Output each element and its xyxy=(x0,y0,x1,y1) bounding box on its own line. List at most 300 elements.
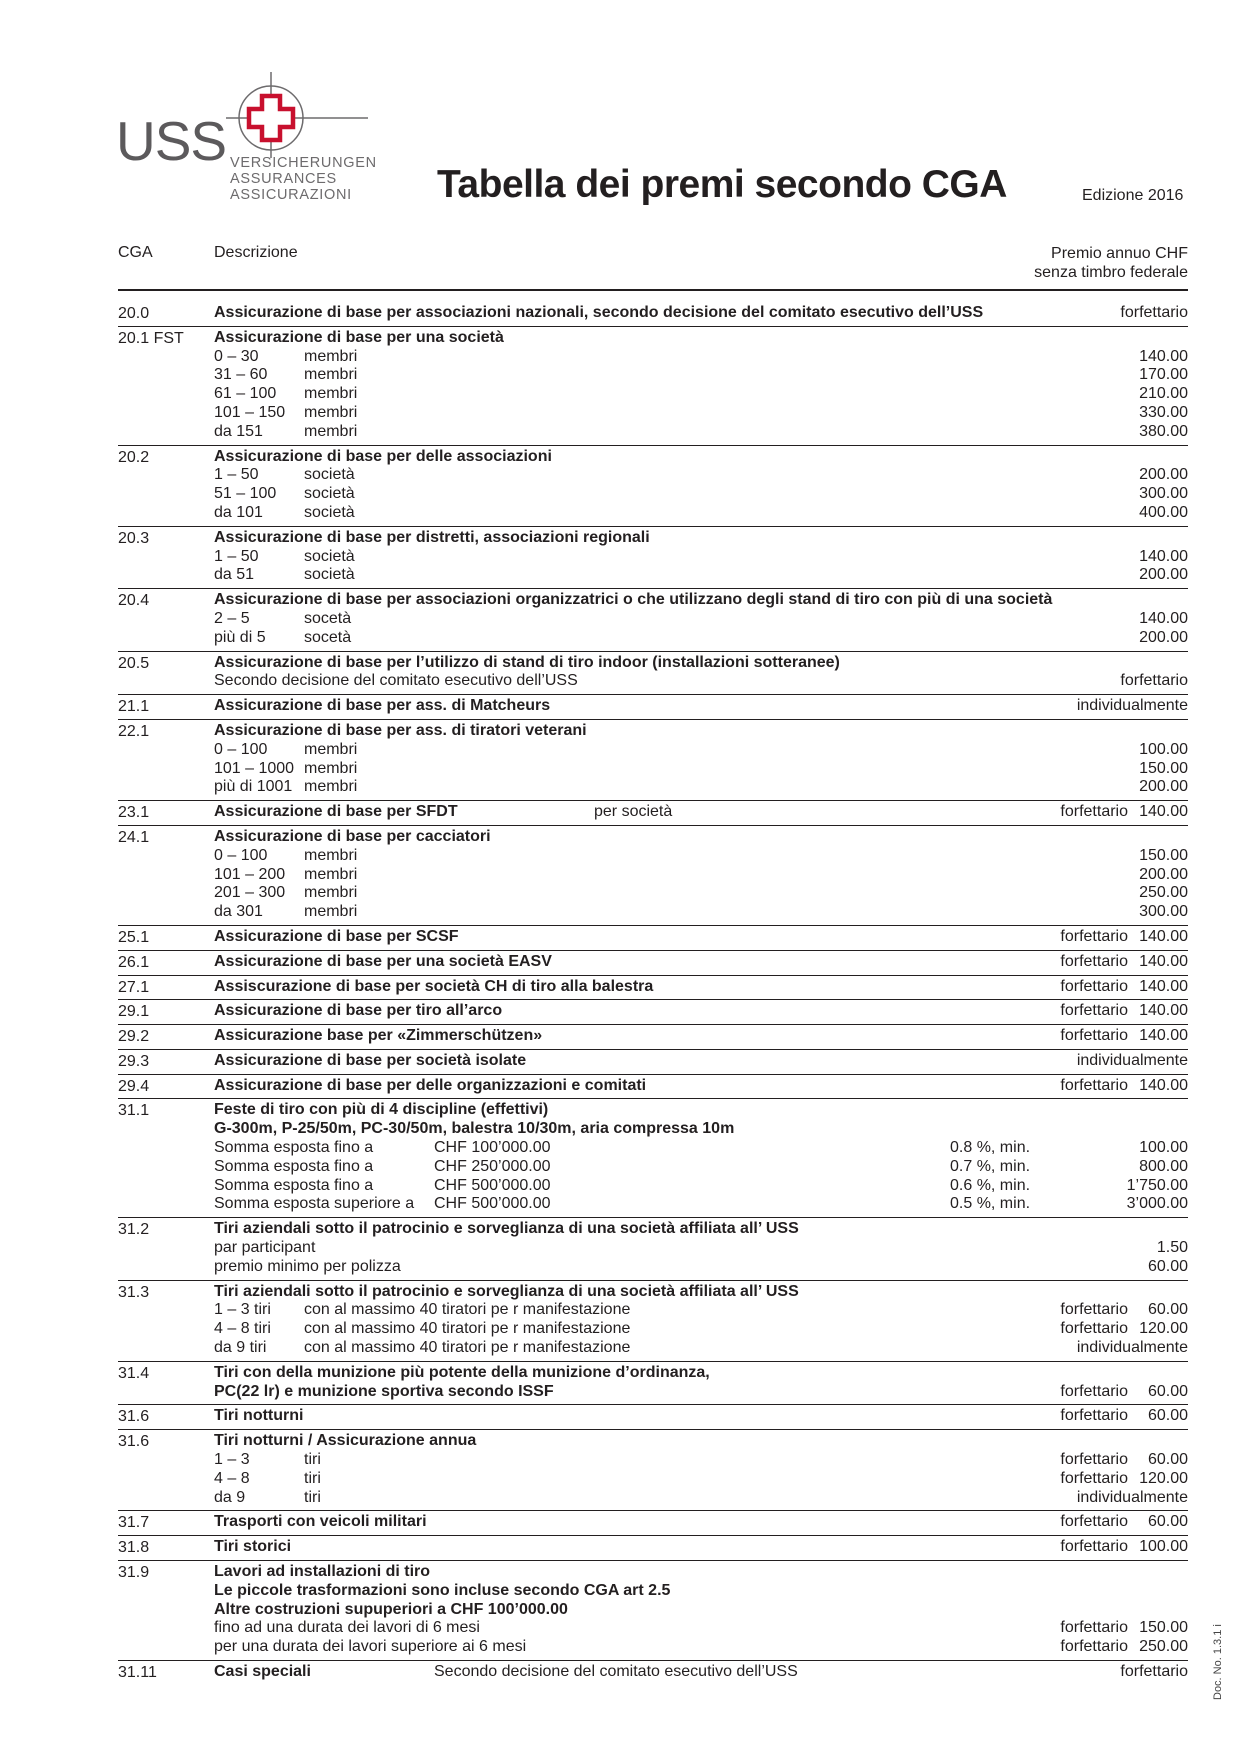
cga-code: 31.4 xyxy=(118,1364,150,1382)
table-section xyxy=(118,1280,1188,1361)
table-row xyxy=(118,828,1188,847)
table-row xyxy=(118,1239,1188,1258)
premium-unit: forfettario xyxy=(1060,1638,1128,1656)
header-premium-line-1: Premio annuo CHF xyxy=(1051,245,1188,262)
row-description: per una durata dei lavori superiore ai 6 mesi xyxy=(214,1638,527,1656)
row-description: Tiri aziendali sotto il patrocinio e sorveglianza di una società affiliata all’ USS xyxy=(214,1282,799,1300)
premium-amount: 200.00 xyxy=(1139,628,1188,646)
cga-code: 29.1 xyxy=(118,1003,150,1021)
table-section xyxy=(118,1535,1188,1560)
table-section xyxy=(118,694,1188,719)
table-section xyxy=(118,719,1188,800)
cga-code: 31.6 xyxy=(118,1433,150,1451)
row-description: Lavori ad installazioni di tiro xyxy=(214,1563,431,1581)
cga-code: 31.11 xyxy=(118,1664,157,1681)
table-row xyxy=(118,423,1188,442)
row-label: società xyxy=(304,485,355,503)
table-row xyxy=(118,1451,1188,1470)
row-description: PC(22 lr) e munizione sportiva secondo ISSF xyxy=(214,1382,554,1400)
premium-amount: 60.00 xyxy=(1147,1407,1188,1425)
premium-amount: 300.00 xyxy=(1139,903,1188,921)
table-row xyxy=(118,1470,1188,1489)
row-description: Tiri storici xyxy=(214,1538,292,1556)
row-description: Le piccole trasformazioni sono incluse secondo CGA art 2.5 xyxy=(214,1581,671,1599)
premium-unit: individualmente xyxy=(1076,1051,1188,1069)
table-row xyxy=(118,1052,1188,1071)
table-row xyxy=(118,466,1188,485)
table-row xyxy=(118,1538,1188,1557)
table-row xyxy=(118,1663,1188,1682)
row-range: 0 – 100 xyxy=(214,846,268,864)
row-description: Assicurazione di base per distretti, associazioni regionali xyxy=(214,528,650,546)
logo-line-1: VERSICHERUNGEN xyxy=(230,155,377,171)
row-description: Assicurazione di base per cacciatori xyxy=(214,827,491,845)
table-section xyxy=(118,1429,1188,1510)
premium-amount: 60.00 xyxy=(1147,1451,1188,1469)
premium-amount: 150.00 xyxy=(1139,759,1188,777)
row-description: par participant xyxy=(214,1239,316,1257)
premium-amount: 120.00 xyxy=(1139,1320,1188,1338)
premium-unit: forfettario xyxy=(1060,1002,1128,1020)
premium-unit: forfettario xyxy=(1060,1451,1128,1469)
premium-amount: 250.00 xyxy=(1139,1638,1188,1656)
premium-amount: 140.00 xyxy=(1139,1027,1188,1045)
premium-amount: 140.00 xyxy=(1139,1076,1188,1094)
row-label: società xyxy=(304,566,355,584)
premium-unit: forfettario xyxy=(1120,672,1188,690)
row-description: Tiri notturni xyxy=(214,1407,304,1425)
row-description: Tiri con della munizione più potente della munizione d’ordinanza, xyxy=(214,1363,710,1381)
table-row xyxy=(118,1301,1188,1320)
table-row xyxy=(118,1339,1188,1358)
premium-amount: 60.00 xyxy=(1147,1382,1188,1400)
row-range: 0 – 30 xyxy=(214,347,259,365)
premium-amount: 800.00 xyxy=(1139,1157,1188,1175)
row-description: Assicurazione di base per ass. di tiratori veterani xyxy=(214,721,587,739)
row-label: membri xyxy=(304,903,358,921)
table-row xyxy=(118,1283,1188,1302)
table-row xyxy=(118,548,1188,567)
row-description: Assicurazione di base per una società EASV xyxy=(214,952,552,970)
row-description: fino ad una durata dei lavori di 6 mesi xyxy=(214,1619,480,1637)
row-label: membri xyxy=(304,347,358,365)
table-section xyxy=(118,1049,1188,1074)
row-label: membri xyxy=(304,884,358,902)
cga-code: 29.2 xyxy=(118,1028,150,1046)
premium-unit: forfettario xyxy=(1060,952,1128,970)
cga-code: 31.7 xyxy=(118,1514,150,1532)
premium-amount: 140.00 xyxy=(1139,977,1188,995)
cga-code: 20.1 FST xyxy=(118,329,184,347)
table-row xyxy=(118,366,1188,385)
row-range: 0 – 100 xyxy=(214,740,268,758)
cga-code: 31.8 xyxy=(118,1539,150,1557)
premium-amount: 100.00 xyxy=(1139,740,1188,758)
row-range: da 9 xyxy=(214,1488,246,1506)
row-description: Feste di tiro con più di 4 discipline (effettivi) xyxy=(214,1101,549,1119)
premium-unit: forfettario xyxy=(1060,977,1128,995)
row-range: 101 – 150 xyxy=(214,403,286,421)
edition-label: Edizione 2016 xyxy=(1082,187,1184,204)
premium-amount: 170.00 xyxy=(1139,366,1188,384)
premium-amount: 200.00 xyxy=(1139,566,1188,584)
row-label: con al massimo 40 tiratori pe r manifestazione xyxy=(304,1339,631,1357)
row-rate: 0.7 %, min. xyxy=(950,1157,1031,1175)
table-section xyxy=(118,1098,1188,1217)
table-row xyxy=(118,1120,1188,1139)
row-label: membri xyxy=(304,422,358,440)
premium-amount: 400.00 xyxy=(1139,503,1188,521)
row-range: da 301 xyxy=(214,903,263,921)
cga-code: 31.9 xyxy=(118,1564,150,1582)
premium-amount: 140.00 xyxy=(1139,609,1188,627)
premium-amount: 150.00 xyxy=(1139,1619,1188,1637)
premium-unit: forfettario xyxy=(1060,927,1128,945)
row-range: 51 – 100 xyxy=(214,485,277,503)
table-row xyxy=(118,741,1188,760)
premium-unit: forfettario xyxy=(1060,1382,1128,1400)
row-description: Tiri notturni / Assicurazione annua xyxy=(214,1432,477,1450)
premium-amount: 3’000.00 xyxy=(1126,1195,1188,1213)
table-section xyxy=(118,1660,1188,1685)
cga-code: 31.3 xyxy=(118,1283,150,1301)
row-label: società xyxy=(304,547,355,565)
premium-unit: forfettario xyxy=(1060,1320,1128,1338)
row-label: membri xyxy=(304,403,358,421)
row-label: socetà xyxy=(304,628,352,646)
table-row xyxy=(118,1364,1188,1383)
row-range: 1 – 50 xyxy=(214,466,259,484)
row-range: 4 – 8 tiri xyxy=(214,1320,271,1338)
premium-amount: 120.00 xyxy=(1139,1469,1188,1487)
row-label: socetà xyxy=(304,609,352,627)
header-premium-line-2: senza timbro federale xyxy=(1034,264,1188,281)
premium-unit: individualmente xyxy=(1076,697,1188,715)
table-row xyxy=(118,1177,1188,1196)
table-row xyxy=(118,566,1188,585)
table-row xyxy=(118,1582,1188,1601)
row-rate: 0.8 %, min. xyxy=(950,1139,1031,1157)
table-header xyxy=(118,244,1188,286)
row-description: Somma esposta superiore a xyxy=(214,1195,415,1213)
premium-unit: individualmente xyxy=(1076,1339,1188,1357)
table-row xyxy=(118,654,1188,673)
premium-amount: 380.00 xyxy=(1139,422,1188,440)
premium-unit: forfettario xyxy=(1060,1027,1128,1045)
row-label: membri xyxy=(304,385,358,403)
premium-table xyxy=(118,302,1188,1685)
table-row xyxy=(118,1489,1188,1508)
premium-unit: forfettario xyxy=(1060,1538,1128,1556)
row-description: Assicurazione di base per SFDT xyxy=(214,803,458,821)
premium-amount: 60.00 xyxy=(1147,1513,1188,1531)
row-label: membri xyxy=(304,740,358,758)
row-range: da 9 tiri xyxy=(214,1339,267,1357)
premium-amount: 100.00 xyxy=(1139,1139,1188,1157)
table-row xyxy=(118,1601,1188,1620)
table-row xyxy=(118,1077,1188,1096)
row-range: da 151 xyxy=(214,422,263,440)
row-description: Altre costruzioni supuperiori a CHF 100’000.00 xyxy=(214,1600,568,1618)
row-label: con al massimo 40 tiratori pe r manifestazione xyxy=(304,1301,631,1319)
cga-code: 20.5 xyxy=(118,654,150,672)
row-description: Somma esposta fino a xyxy=(214,1139,374,1157)
premium-unit: individualmente xyxy=(1076,1488,1188,1506)
table-row xyxy=(118,1638,1188,1657)
premium-amount: 140.00 xyxy=(1139,927,1188,945)
table-row xyxy=(118,1383,1188,1402)
row-description: Somma esposta fino a xyxy=(214,1157,374,1175)
table-row xyxy=(118,610,1188,629)
row-description: Assicurazione di base per ass. di Matcheurs xyxy=(214,697,551,715)
premium-unit: forfettario xyxy=(1060,1619,1128,1637)
row-description: Assicurazione di base per tiro all’arco xyxy=(214,1002,503,1020)
table-row xyxy=(118,953,1188,972)
row-range: 2 – 5 xyxy=(214,609,250,627)
premium-amount: 100.00 xyxy=(1139,1538,1188,1556)
table-row xyxy=(118,1220,1188,1239)
premium-unit: forfettario xyxy=(1060,1301,1128,1319)
row-note: CHF 500’000.00 xyxy=(434,1195,551,1213)
row-rate: 0.6 %, min. xyxy=(950,1176,1031,1194)
row-label: tiri xyxy=(304,1451,321,1469)
premium-amount: 200.00 xyxy=(1139,865,1188,883)
row-description: Assicurazione di base per una società xyxy=(214,328,504,346)
row-range: 4 – 8 xyxy=(214,1469,250,1487)
row-range: 31 – 60 xyxy=(214,366,268,384)
logo-line-3: ASSICURAZIONI xyxy=(230,187,352,203)
row-range: 101 – 1000 xyxy=(214,759,295,777)
premium-amount: 1’750.00 xyxy=(1126,1176,1188,1194)
row-range: 1 – 3 tiri xyxy=(214,1301,271,1319)
premium-amount: 140.00 xyxy=(1139,803,1188,821)
table-row xyxy=(118,928,1188,947)
table-row xyxy=(118,903,1188,922)
table-section xyxy=(118,1361,1188,1405)
row-range: 101 – 200 xyxy=(214,865,286,883)
row-description: Assicurazione di base per SCSF xyxy=(214,927,459,945)
row-range: 61 – 100 xyxy=(214,385,277,403)
premium-unit: forfettario xyxy=(1060,1513,1128,1531)
table-section xyxy=(118,445,1188,526)
table-section xyxy=(118,326,1188,445)
table-row xyxy=(118,1513,1188,1532)
premium-amount: 150.00 xyxy=(1139,846,1188,864)
premium-amount: 200.00 xyxy=(1139,466,1188,484)
table-row xyxy=(118,485,1188,504)
document-number: Doc. No. 1.3.1 i xyxy=(1212,1624,1224,1700)
row-label: membri xyxy=(304,759,358,777)
row-description: Assicurazione di base per delle organizzazioni e comitati xyxy=(214,1076,647,1094)
table-section xyxy=(118,999,1188,1024)
row-description: Assicurazione di base per associazioni organizzatrici o che utilizzano degli stand di tiro con più di una società xyxy=(214,591,1053,609)
table-row xyxy=(118,672,1188,691)
table-row xyxy=(118,329,1188,348)
table-row xyxy=(118,1320,1188,1339)
table-row xyxy=(118,778,1188,797)
header-description: Descrizione xyxy=(214,244,298,261)
row-description: Assicurazione di base per delle associazioni xyxy=(214,447,552,465)
premium-amount: 210.00 xyxy=(1139,385,1188,403)
cga-code: 31.2 xyxy=(118,1221,150,1239)
table-row xyxy=(118,1027,1188,1046)
cga-code: 20.3 xyxy=(118,529,150,547)
row-description: Assicurazione di base per associazioni nazionali, secondo decisione del comitato esecutivo dell’USS xyxy=(214,304,984,321)
row-description: Trasporti con veicoli militari xyxy=(214,1513,427,1531)
row-range: più di 1001 xyxy=(214,778,293,796)
premium-amount: 60.00 xyxy=(1147,1301,1188,1319)
premium-unit: forfettario xyxy=(1120,1663,1188,1680)
row-range: 1 – 3 xyxy=(214,1451,250,1469)
premium-amount: 200.00 xyxy=(1139,778,1188,796)
table-row xyxy=(118,978,1188,997)
premium-unit: forfettario xyxy=(1060,1076,1128,1094)
cga-code: 29.3 xyxy=(118,1052,150,1070)
table-row xyxy=(118,348,1188,367)
table-section xyxy=(118,588,1188,650)
row-rate: 0.5 %, min. xyxy=(950,1195,1031,1213)
table-section xyxy=(118,1404,1188,1429)
cga-code: 29.4 xyxy=(118,1077,150,1095)
cga-code: 26.1 xyxy=(118,953,150,971)
premium-amount: 60.00 xyxy=(1147,1257,1188,1275)
row-label: tiri xyxy=(304,1469,321,1487)
header-code: CGA xyxy=(118,244,153,261)
table-row xyxy=(118,591,1188,610)
row-label: con al massimo 40 tiratori pe r manifestazione xyxy=(304,1320,631,1338)
table-row xyxy=(118,304,1188,323)
table-section xyxy=(118,651,1188,695)
table-row xyxy=(118,1432,1188,1451)
table-section xyxy=(118,1510,1188,1535)
premium-unit: forfettario xyxy=(1120,304,1188,321)
cga-code: 22.1 xyxy=(118,722,150,740)
row-label: membri xyxy=(304,865,358,883)
table-row xyxy=(118,1563,1188,1582)
row-range: da 51 xyxy=(214,566,255,584)
row-description: premio minimo per polizza xyxy=(214,1257,401,1275)
table-section xyxy=(118,800,1188,825)
table-section xyxy=(118,950,1188,975)
premium-amount: 140.00 xyxy=(1139,547,1188,565)
row-note: per società xyxy=(594,803,673,821)
table-row xyxy=(118,404,1188,423)
cga-code: 23.1 xyxy=(118,804,150,822)
table-section xyxy=(118,1074,1188,1099)
row-description: Secondo decisione del comitato esecutivo dell’USS xyxy=(214,672,578,690)
table-row xyxy=(118,1195,1188,1214)
premium-amount: 140.00 xyxy=(1139,952,1188,970)
table-section xyxy=(118,825,1188,925)
page-title: Tabella dei premi secondo CGA xyxy=(437,163,1007,206)
table-row xyxy=(118,448,1188,467)
table-row xyxy=(118,1002,1188,1021)
table-row xyxy=(118,504,1188,523)
table-section xyxy=(118,1560,1188,1660)
row-label: società xyxy=(304,466,355,484)
row-range: più di 5 xyxy=(214,628,266,646)
cga-code: 20.2 xyxy=(118,448,150,466)
table-row xyxy=(118,1101,1188,1120)
table-section xyxy=(118,302,1188,326)
table-section xyxy=(118,975,1188,1000)
table-row xyxy=(118,1139,1188,1158)
premium-amount: 140.00 xyxy=(1139,347,1188,365)
table-section xyxy=(118,925,1188,950)
cga-code: 27.1 xyxy=(118,978,150,996)
row-label: tiri xyxy=(304,1488,321,1506)
row-range: da 101 xyxy=(214,503,263,521)
table-row xyxy=(118,866,1188,885)
row-note: CHF 250’000.00 xyxy=(434,1157,551,1175)
table-row xyxy=(118,722,1188,741)
table-section xyxy=(118,1217,1188,1279)
table-row xyxy=(118,1619,1188,1638)
row-description: Casi speciali xyxy=(214,1663,311,1680)
premium-amount: 250.00 xyxy=(1139,884,1188,902)
cga-code: 20.0 xyxy=(118,305,150,322)
table-row xyxy=(118,385,1188,404)
row-description: Assiscurazione di base per società CH di tiro alla balestra xyxy=(214,977,654,995)
row-label: società xyxy=(304,503,355,521)
premium-amount: 300.00 xyxy=(1139,485,1188,503)
premium-unit: forfettario xyxy=(1060,803,1128,821)
table-row xyxy=(118,629,1188,648)
row-note: CHF 500’000.00 xyxy=(434,1176,551,1194)
cga-code: 31.6 xyxy=(118,1408,150,1426)
row-description: Assicurazione base per «Zimmerschützen» xyxy=(214,1027,543,1045)
premium-unit: forfettario xyxy=(1060,1469,1128,1487)
table-row xyxy=(118,529,1188,548)
row-label: membri xyxy=(304,366,358,384)
table-row xyxy=(118,884,1188,903)
table-section xyxy=(118,1024,1188,1049)
premium-amount: 1.50 xyxy=(1156,1239,1188,1257)
premium-amount: 140.00 xyxy=(1139,1002,1188,1020)
premium-unit: forfettario xyxy=(1060,1407,1128,1425)
logo-line-2: ASSURANCES xyxy=(230,171,337,187)
cga-code: 21.1 xyxy=(118,698,150,716)
uss-logo xyxy=(116,68,396,218)
row-description: Assicurazione di base per società isolate xyxy=(214,1051,527,1069)
table-section xyxy=(118,526,1188,588)
row-description: Tiri aziendali sotto il patrocinio e sorveglianza di una società affiliata all’ USS xyxy=(214,1220,799,1238)
logo-wordmark: USS xyxy=(116,110,227,172)
header-rule xyxy=(118,289,1188,291)
table-row xyxy=(118,1407,1188,1426)
row-range: 1 – 50 xyxy=(214,547,259,565)
cga-code: 25.1 xyxy=(118,928,150,946)
table-row xyxy=(118,697,1188,716)
table-row xyxy=(118,1158,1188,1177)
cga-code: 20.4 xyxy=(118,592,150,610)
row-description: G-300m, P-25/50m, PC-30/50m, balestra 10/30m, aria compressa 10m xyxy=(214,1120,735,1138)
table-row xyxy=(118,847,1188,866)
row-note: Secondo decisione del comitato esecutivo dell’USS xyxy=(434,1663,798,1680)
table-row xyxy=(118,760,1188,779)
row-range: 201 – 300 xyxy=(214,884,286,902)
header-premium xyxy=(1034,244,1188,282)
row-description: Assicurazione di base per l’utilizzo di stand di tiro indoor (installazioni sotteranee) xyxy=(214,653,840,671)
row-label: membri xyxy=(304,846,358,864)
table-row xyxy=(118,803,1188,822)
row-label: membri xyxy=(304,778,358,796)
cga-code: 24.1 xyxy=(118,828,150,846)
table-row xyxy=(118,1258,1188,1277)
cga-code: 31.1 xyxy=(118,1102,150,1120)
row-description: Somma esposta fino a xyxy=(214,1176,374,1194)
row-note: CHF 100’000.00 xyxy=(434,1139,551,1157)
